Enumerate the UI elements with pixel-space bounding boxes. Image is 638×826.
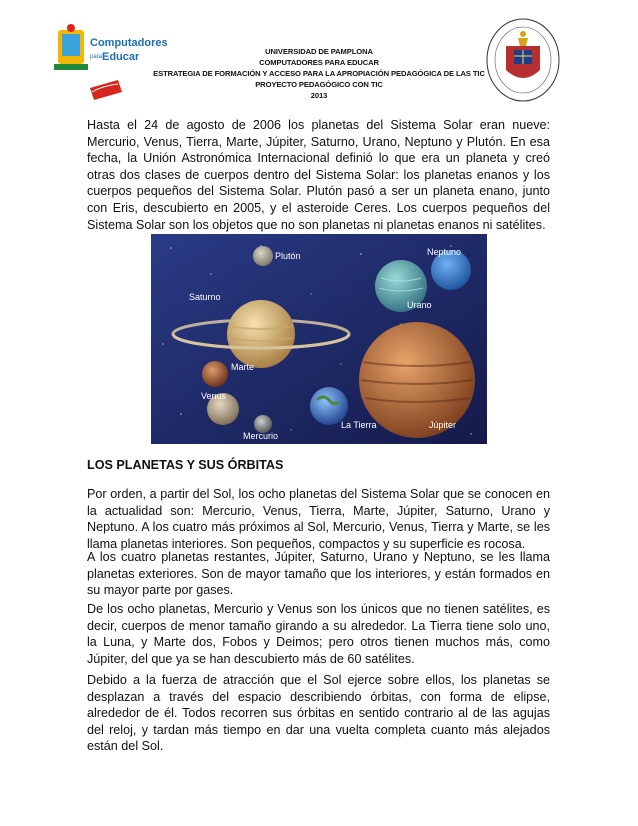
svg-text:para: para xyxy=(90,54,103,60)
label-neptuno: Neptuno xyxy=(427,247,462,257)
label-saturno: Saturno xyxy=(189,292,221,302)
intro-paragraph: Hasta el 24 de agosto de 2006 los planetas del Sistema Solar eran nueve: Mercurio, Venus, Tierra, Marte, Júpiter, Saturno, Urano, Neptuno y Plutón. En esa fecha, la Unión Astronómica Internacional definió lo que era un planeta y creó otras dos clases de cuerpos dentro del Sistema Solar: los planetas enanos y los cuerpos pequeños del Sistema Solar. Plutón pasó a ser un planeta enano, junto con Eris, descubierto en 2005, y el asteroide Ceres. Los cuerpos pequeños del Sistema Solar son los objetos que no son planetas ni planetas enanos ni satélites. xyxy=(87,118,550,232)
header-program: COMPUTADORES PARA EDUCAR xyxy=(259,58,379,67)
svg-text:Educar: Educar xyxy=(102,51,140,63)
mars-planet xyxy=(202,361,228,387)
solar-system-figure xyxy=(151,234,487,444)
label-mercurio: Mercurio xyxy=(243,431,279,441)
paragraph-outer-planets: A los cuatro planetas restantes, Júpiter, Saturno, Urano y Neptuno, se les llama planetas exteriores. Son de mayor tamaño que los interiores, y están formados en su mayor parte por gases. xyxy=(87,550,550,598)
header-year: 2013 xyxy=(310,91,328,100)
paragraph-orbits: Debido a la fuerza de atracción que el Sol ejerce sobre ellos, los planetas se desplazan a través del espacio describiendo órbitas, con forma de elipse, alrededor de él. Todos recorren sus órbitas en sentido contrario al de las agujas del reloj, y tardan más tiempo en dar una vuelta completa cuanto más alejados están del Sol. xyxy=(87,673,550,754)
saturn-planet xyxy=(227,300,295,368)
pluto-planet xyxy=(253,246,273,266)
svg-text:Computadores: Computadores xyxy=(90,37,168,49)
paragraph-planet-order: Por orden, a partir del Sol, los ocho planetas del Sistema Solar que se conocen en la actualidad son: Mercurio, Venus, Tierra, Marte, Júpiter, Saturno, Urano y Neptuno. A los cuatro más próximos al Sol, Mercurio, Venus, Tierra y Marte, se les llama planetas interiores. Son pequeños, compactos y su superficie es rocosa. xyxy=(87,487,550,551)
section-title: LOS PLANETAS Y SUS ÓRBITAS xyxy=(87,458,284,472)
label-tierra: La Tierra xyxy=(341,420,377,430)
header-strategy: ESTRATEGIA DE FORMACIÓN Y ACCESO PARA LA APROPIACIÓN PEDAGÓGICA DE LAS TIC xyxy=(153,69,485,78)
header-project: PROYECTO PEDAGÓGICO CON TIC xyxy=(255,80,383,89)
universidad-de-pamplona-seal xyxy=(484,16,562,104)
label-marte: Marte xyxy=(231,362,255,372)
header-university: UNIVERSIDAD DE PAMPLONA xyxy=(265,47,373,56)
label-venus: Venus xyxy=(201,391,227,401)
paragraph-satellites: De los ocho planetas, Mercurio y Venus son los únicos que no tienen satélites, es decir, cuerpos de menor tamaño girando a su alrededor. La Tierra tiene solo uno, la Luna, y Marte dos, Fobos y Deimos; pero otros tienen muchos más, como Júpiter, del que ya se han descubierto más de 60 satélites. xyxy=(87,602,550,666)
label-pluton: Plutón xyxy=(275,251,301,261)
label-jupiter: Júpiter xyxy=(429,420,457,430)
label-urano: Urano xyxy=(407,300,432,310)
